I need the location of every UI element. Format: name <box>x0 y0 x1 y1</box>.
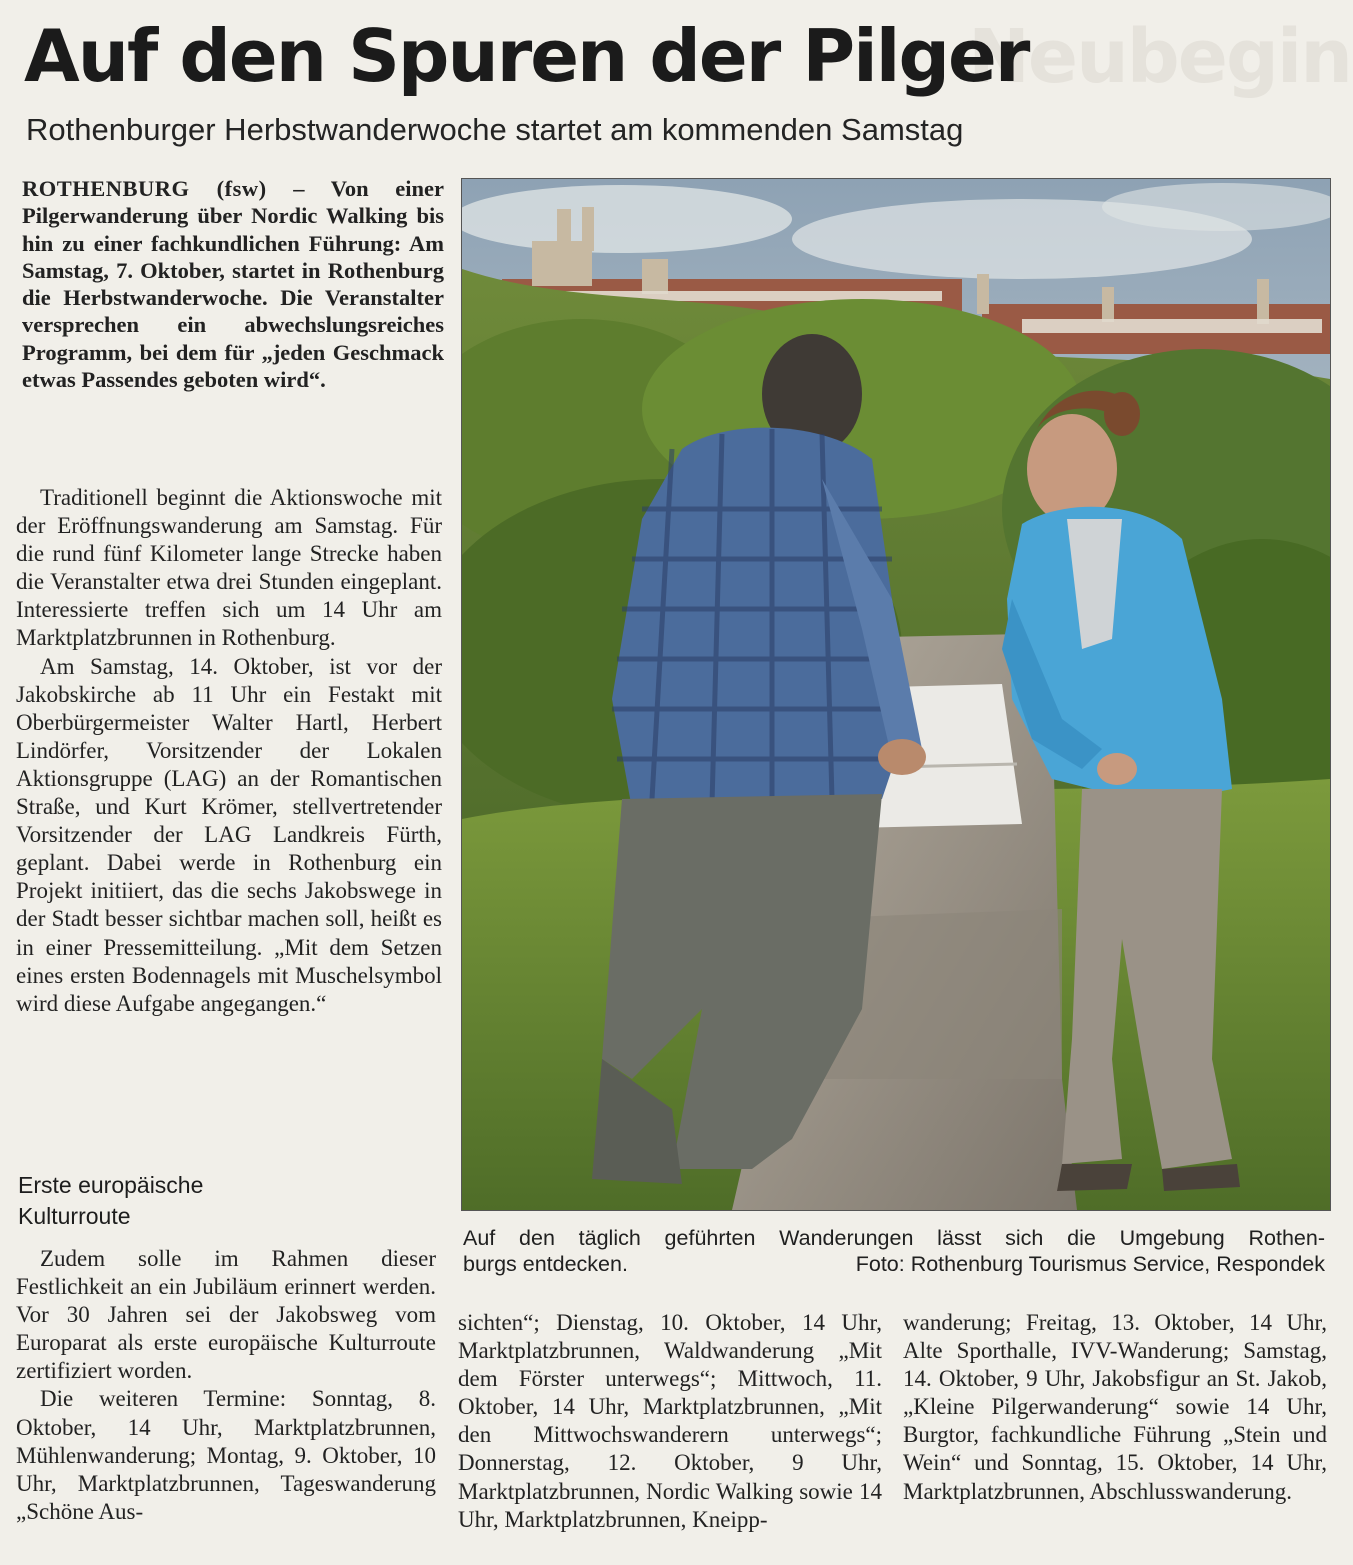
body-paragraph-1: Traditionell beginnt die Aktionswoche mit der Eröffnungswanderung am Samstag. Für die rund fünf Kilometer lange Strecke haben die Veranstalter etwa drei Stunden eingeplant. Interessierte treffen sich um 14 Uhr am Marktplatzbrunnen in Rothenburg. <box>16 485 442 651</box>
body-column-2 <box>458 1309 882 1534</box>
body-paragraph-3: Zudem solle im Rahmen dieser Festlichkeit an ein Jubiläum erinnert werden. Vor 30 Jahren sei der Jakobsweg vom Europarat als erste europäische Kulturroute zertifiziert worden. <box>16 1246 436 1384</box>
adjacent-article-headline: Neubegin <box>968 14 1351 100</box>
article-subheadline: Rothenburger Herbstwanderwoche startet am kommenden Samstag <box>26 112 964 147</box>
article-headline: Auf den Spuren der Pilger <box>24 14 1029 98</box>
lead-text: – Von einer Pilgerwanderung über Nordic Walking bis hin zu einer fachkundlichen Führung: Am Samstag, 7. Oktober, startet in Rothenburg die Herbstwanderwoche. Die Veranstalter versprechen ein abwechslungsreiches Programm, bei dem für „jeden Geschmack etwas Passendes geboten wird“. <box>22 176 444 393</box>
section-subheading <box>18 1170 203 1232</box>
body-paragraph-2: Am Samstag, 14. Oktober, ist vor der Jakobskirche ab 11 Uhr ein Festakt mit Oberbürgermeister Walter Hartl, Herbert Lindörfer, Vorsitzender der Lokalen Aktionsgruppe (LAG) an der Romantischen Straße, und Kurt Krömer, stellvertretender Vorsitzender der LAG Landkreis Fürth, geplant. Dabei werde in Rothenburg ein Projekt initiiert, das die sechs Jakobswege in der Stadt besser sichtbar machen soll, heißt es in einer Pressemitteilung. „Mit dem Setzen eines ersten Bodennagels mit Muschelsymbol wird diese Aufgabe angegangen.“ <box>16 653 442 1016</box>
body-paragraph-4: Die weiteren Termine: Sonntag, 8. Oktober, 14 Uhr, Marktplatzbrunnen, Mühlenwanderung; Montag, 9. Oktober, 10 Uhr, Marktplatzbrunnen, Tageswanderung „Schöne Aus- <box>16 1386 436 1524</box>
body-column-3 <box>903 1309 1327 1506</box>
article-photo <box>461 178 1331 1211</box>
lead-paragraph <box>22 175 444 393</box>
section-subheading-line-1: Erste europäische <box>18 1172 204 1198</box>
body-column-1-continued <box>16 1245 436 1526</box>
body-column-1 <box>16 484 442 1018</box>
photo-caption <box>463 1225 1325 1277</box>
photo-hikers-at-stone-marker <box>462 179 1330 1210</box>
caption-line-1: Auf den täglich geführten Wanderungen lässt sich die Umgebung Rothen- <box>463 1226 1325 1250</box>
dateline: ROTHENBURG (fsw) <box>22 176 267 201</box>
caption-line-2: burgs entdecken. <box>463 1252 628 1276</box>
section-subheading-line-2: Kulturroute <box>18 1203 131 1229</box>
schedule-text-column-3: wanderung; Freitag, 13. Oktober, 14 Uhr, Alte Sporthalle, IVV-Wanderung; Samstag, 14. Oktober, 9 Uhr, Jakobsfigur an St. Jakob, „Kleine Pilgerwanderung“ sowie 14 Uhr, Burgtor, fachkundliche Führung „Stein und Wein“ und Sonntag, 15. Oktober, 14 Uhr, Marktplatzbrunnen, Abschlusswanderung. <box>903 1310 1327 1504</box>
schedule-text-column-2: sichten“; Dienstag, 10. Oktober, 14 Uhr, Marktplatzbrunnen, Waldwanderung „Mit dem Förster unterwegs“; Mittwoch, 11. Oktober, 14 Uhr, Marktplatzbrunnen, „Mit den Mittwochswanderern unterwegs“; Donnerstag, 12. Oktober, 9 Uhr, Marktplatzbrunnen, Nordic Walking sowie 14 Uhr, Marktplatzbrunnen, Kneipp- <box>458 1310 882 1532</box>
photo-credit: Foto: Rothenburg Tourismus Service, Respondek <box>855 1252 1325 1276</box>
